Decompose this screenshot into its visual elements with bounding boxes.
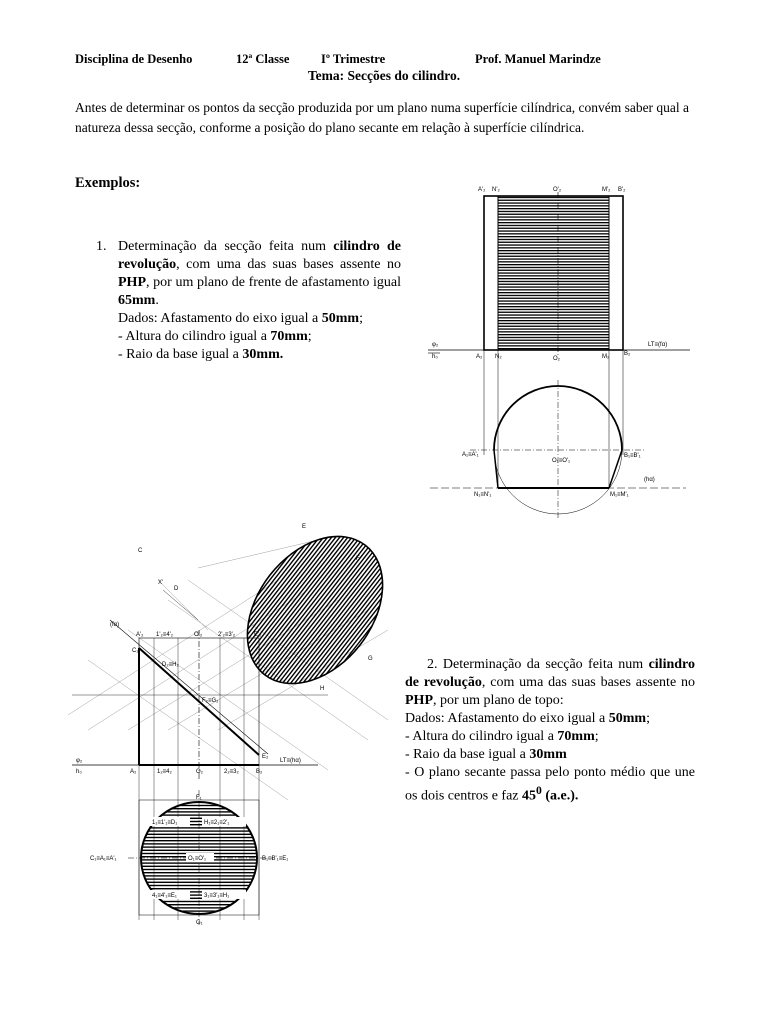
example-1-statement: Determinação da secção feita num cilindro de revolução, com uma das suas bases assente no PHP, por um plano de frente de afastamento igual 65mm. (118, 239, 401, 308)
svg-text:3₁≡3'₁≡H₁: 3₁≡3'₁≡H₁ (204, 893, 230, 899)
svg-text:LT≡(fα): LT≡(fα) (648, 342, 668, 348)
svg-text:F: F (356, 556, 360, 562)
svg-text:M₁≡M'₁: M₁≡M'₁ (610, 492, 629, 498)
example-1-number: 1. (96, 239, 107, 254)
svg-text:G₁: G₁ (196, 920, 203, 926)
svg-text:N₁≡N'₁: N₁≡N'₁ (474, 492, 492, 498)
svg-text:G: G (368, 656, 373, 662)
examples-heading: Exemplos: (75, 175, 141, 191)
svg-text:A₂: A₂ (130, 769, 137, 775)
svg-text:2'₂≡3'₂: 2'₂≡3'₂ (218, 632, 236, 638)
example-1 (96, 238, 401, 364)
svg-text:A₁≡A'₁: A₁≡A'₁ (462, 452, 479, 458)
svg-text:N'₂: N'₂ (492, 187, 500, 193)
svg-text:A'₂: A'₂ (136, 632, 144, 638)
example-2 (405, 656, 695, 806)
svg-text:B'₂: B'₂ (618, 187, 626, 193)
svg-text:E'₂: E'₂ (254, 632, 262, 638)
svg-text:4₁≡4'₁≡E₁: 4₁≡4'₁≡E₁ (152, 893, 177, 899)
example-2-statement: 2. Determinação da secção feita num cilindro de revolução, com uma das suas bases assente no PHP, por um plano de topo: (405, 657, 695, 708)
svg-text:B₁≡B'₁≡E₁: B₁≡B'₁≡E₁ (262, 856, 289, 862)
example-1-data-height: - Altura do cilindro igual a 70mm; (118, 329, 312, 344)
example-2-data-radius: - Raio da base igual a 30mm (405, 747, 567, 762)
svg-text:1₂≡4₂: 1₂≡4₂ (157, 769, 172, 775)
svg-text:E: E (302, 524, 307, 530)
svg-text:2₂≡3₂: 2₂≡3₂ (224, 769, 239, 775)
svg-text:A'₂: A'₂ (478, 187, 486, 193)
svg-text:C: C (138, 548, 143, 554)
svg-text:E₂: E₂ (262, 754, 269, 760)
svg-text:H₁≡2₁≡2'₁: H₁≡2₁≡2'₁ (204, 820, 230, 826)
svg-text:O₁≡O'₁: O₁≡O'₁ (188, 856, 207, 862)
svg-text:φ₂: φ₂ (76, 758, 83, 764)
subject: Disciplina de Desenho (75, 52, 193, 66)
svg-text:M₂: M₂ (602, 354, 610, 360)
svg-text:B₂: B₂ (624, 351, 631, 357)
svg-text:B₁≡B'₁: B₁≡B'₁ (624, 453, 641, 459)
svg-text:N₂: N₂ (495, 354, 502, 360)
figure-1-cylinder-frontal-section (420, 180, 700, 525)
svg-text:O'₂: O'₂ (553, 187, 562, 193)
svg-text:C₂: C₂ (132, 648, 139, 654)
svg-text:O'₂: O'₂ (194, 632, 203, 638)
svg-text:F₁: F₁ (196, 795, 202, 801)
svg-text:M'₂: M'₂ (602, 187, 611, 193)
example-2-data-axis: Dados: Afastamento do eixo igual a 50mm; (405, 711, 650, 726)
svg-text:A₂: A₂ (476, 354, 483, 360)
svg-text:D: D (174, 586, 179, 592)
intro-paragraph: Antes de determinar os pontos da secção produzida por um plano numa superfície cilíndrica, convém saber qual a natureza dessa secção, conforme a posição do plano secante em relação à superfície cilíndrica. (75, 100, 690, 135)
example-1-data-radius: - Raio da base igual a 30mm. (118, 347, 284, 362)
svg-text:B₂: B₂ (256, 769, 263, 775)
svg-text:F₂≡G₂: F₂≡G₂ (202, 698, 219, 704)
svg-text:LT≡(hα): LT≡(hα) (280, 758, 301, 764)
svg-text:1₁≡1'₁≡D₁: 1₁≡1'₁≡D₁ (152, 820, 178, 826)
teacher: Prof. Manuel Marindze (475, 52, 601, 66)
example-2-data-plane: - O plano secante passa pelo ponto médio que une os dois centros e faz $45^0$ (a.e.). (405, 765, 695, 804)
svg-text:C₁≡A₁≡A'₁: C₁≡A₁≡A'₁ (90, 856, 117, 862)
grade: 12ª Classe (236, 52, 290, 66)
svg-text:O₂: O₂ (196, 769, 203, 775)
svg-text:φ₂: φ₂ (432, 342, 439, 348)
svg-text:D₂≡H₂: D₂≡H₂ (162, 662, 179, 668)
svg-text:O₁≡O'₁: O₁≡O'₁ (552, 458, 571, 464)
svg-text:H: H (320, 686, 325, 692)
example-2-data-height: - Altura do cilindro igual a 70mm; (405, 729, 599, 744)
svg-text:1'₂≡4'₂: 1'₂≡4'₂ (156, 632, 174, 638)
svg-text:(fα): (fα) (110, 622, 120, 628)
example-1-data-axis: Dados: Afastamento do eixo igual a 50mm; (118, 311, 363, 326)
svg-text:h₀: h₀ (76, 769, 82, 775)
svg-text:(hα): (hα) (644, 477, 655, 483)
svg-text:h₀: h₀ (432, 354, 438, 360)
svg-text:O₂: O₂ (553, 356, 560, 362)
term: Iº Trimestre (321, 52, 386, 66)
svg-text:X': X' (158, 580, 164, 586)
figure-2-cylinder-oblique-section (68, 520, 403, 930)
page-title: Tema: Secções do cilindro. (307, 68, 461, 83)
